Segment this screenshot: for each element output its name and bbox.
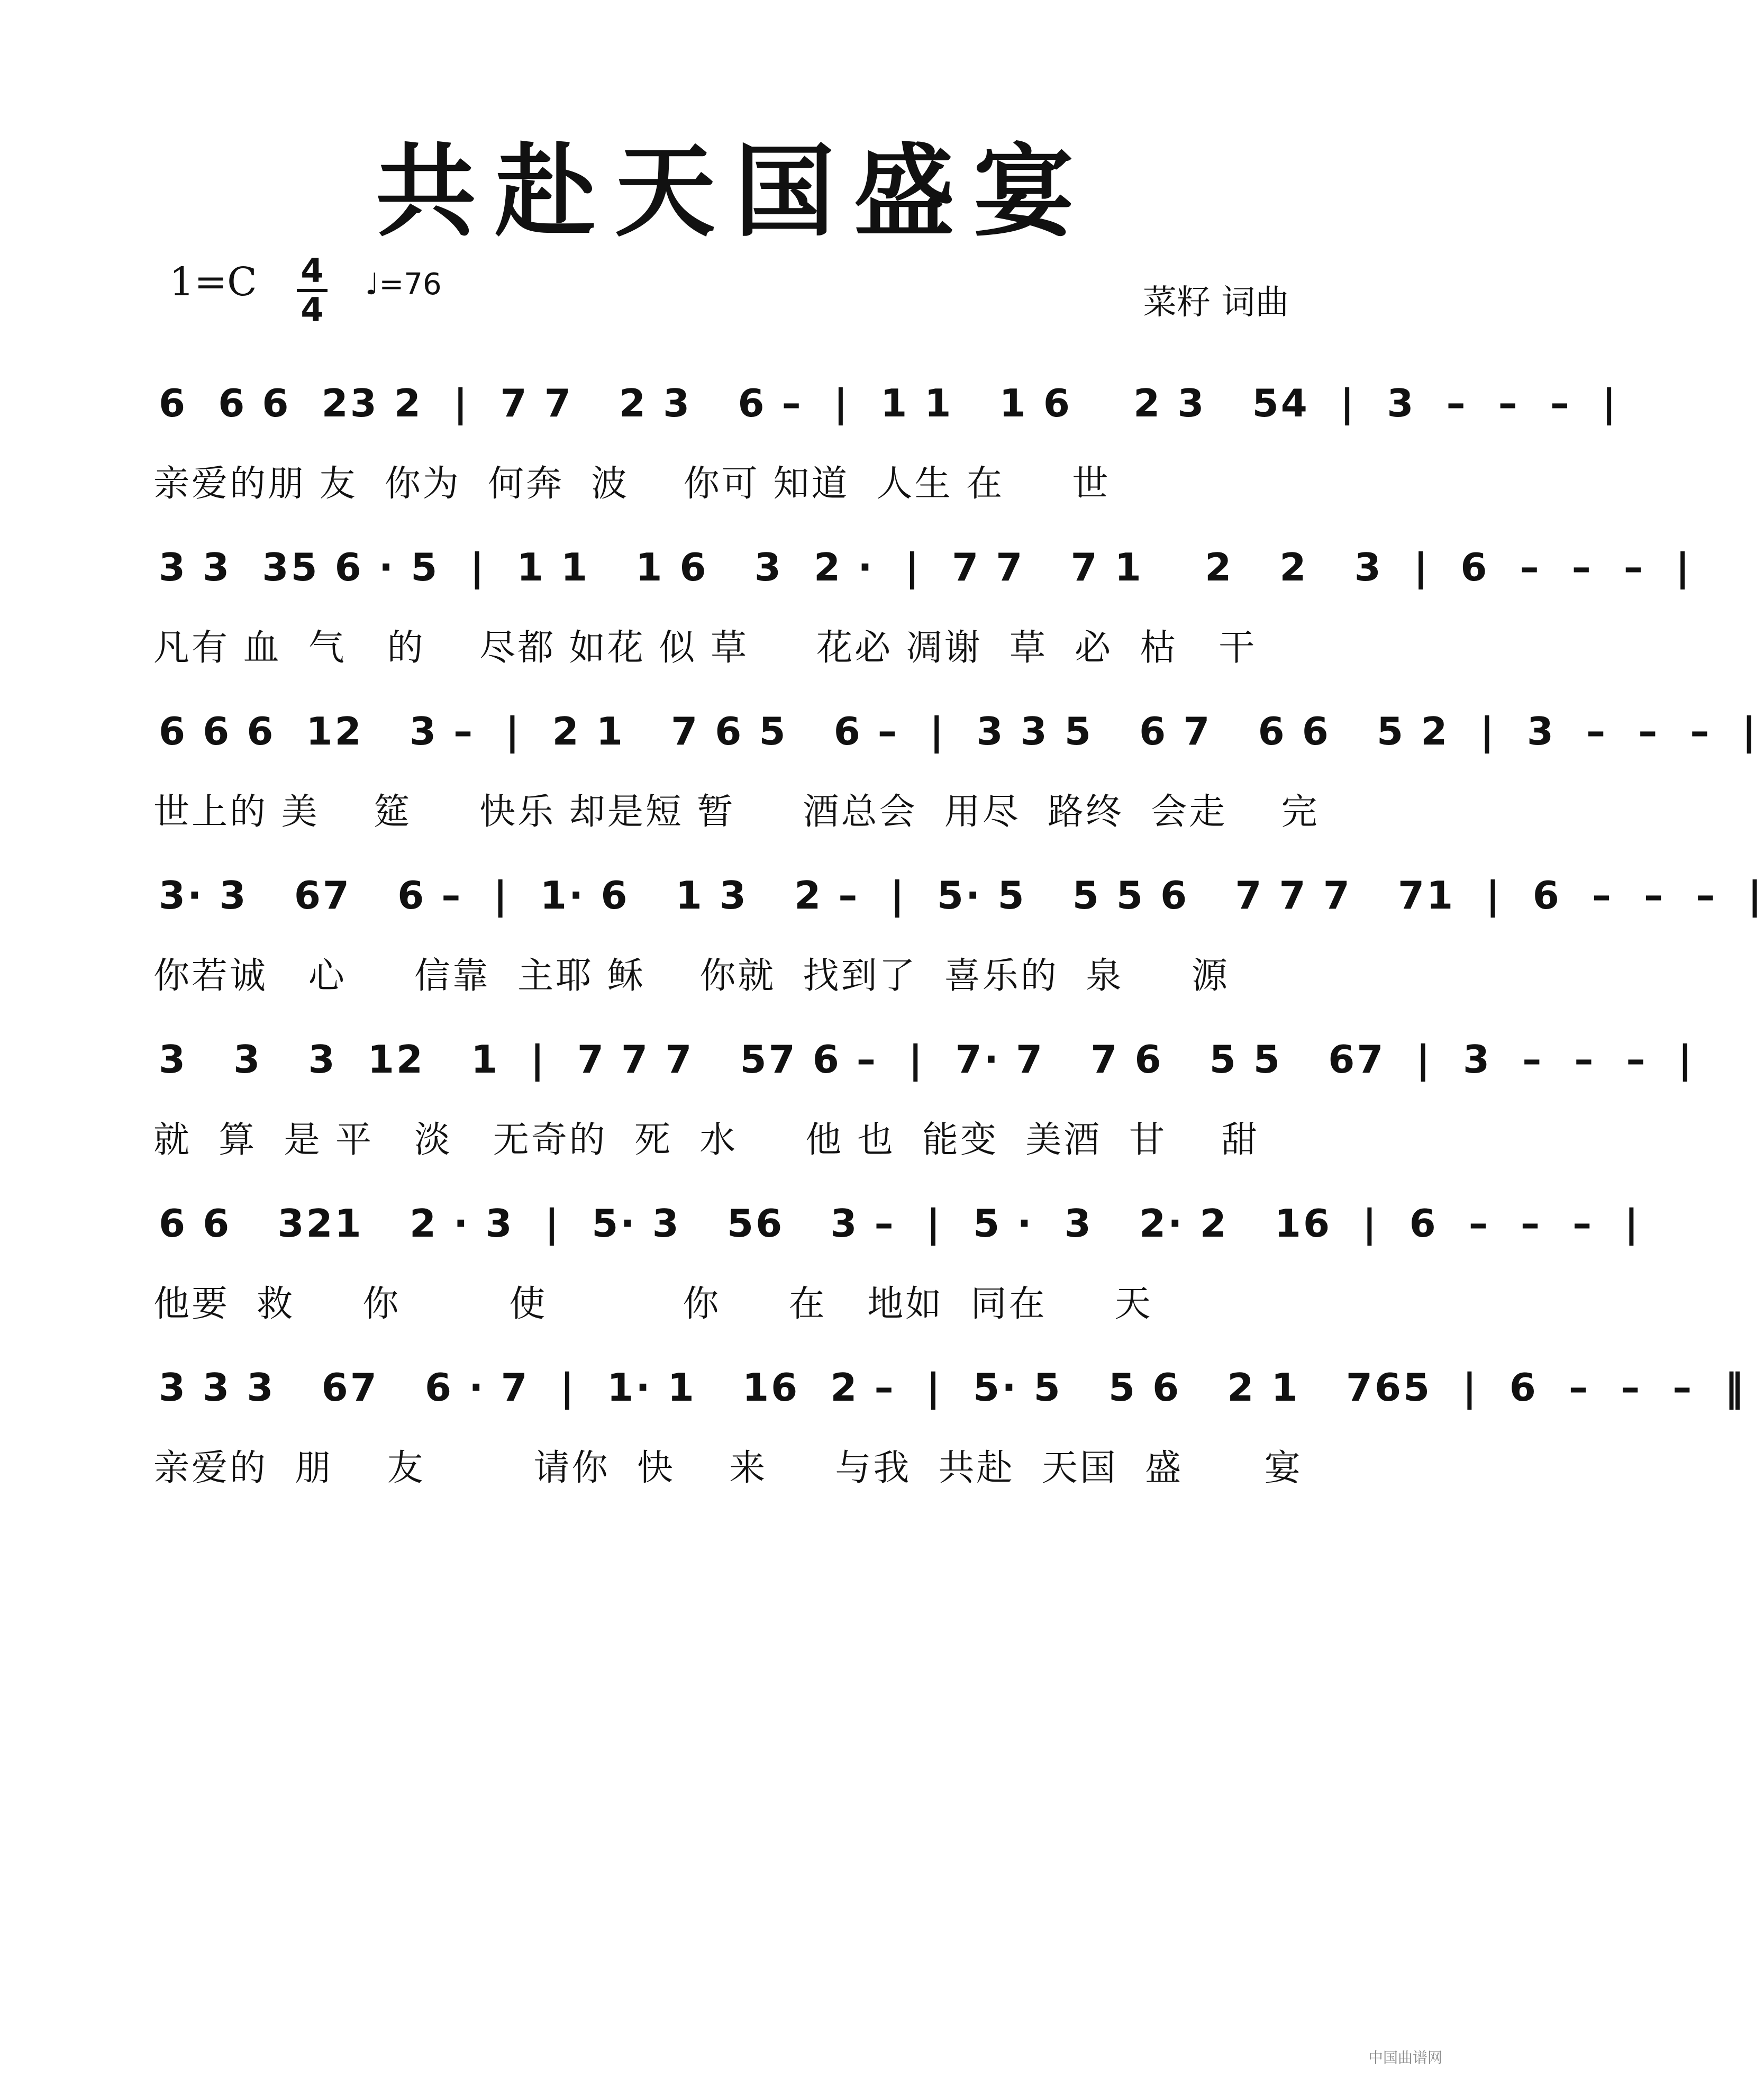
staff-system-6: [0, 1201, 1641, 1360]
notation-line: 3 3 3 67 6 · 7 | 1· 1 16 2 – | 5· 5 5 6 2 1 765 | 6 – – – ‖: [159, 1365, 1746, 1410]
staff-system-7: [0, 1365, 1746, 1524]
lyric-line: 他要 救 你 使 你 在 地如 同在 天: [153, 1283, 1153, 1325]
lyric-line: 凡有 血 气 的 尽都 如花 似 草 花必 凋谢 草 必 枯 干: [153, 627, 1257, 669]
notation-line: 3 3 35 6 · 5 | 1 1 1 6 3 2 · | 7 7 7 1 2 2 3 | 6 – – – |: [159, 545, 1692, 589]
meter-bottom: 4: [301, 291, 324, 329]
key-text: 1=C: [169, 259, 257, 305]
lyric-line: 亲爱的 朋 友 请你 快 来 与我 共赴 天国 盛 宴: [153, 1447, 1303, 1489]
lyric-line: 世上的 美 筵 快乐 却是短 暂 酒总会 用尽 路终 会走 完: [153, 791, 1320, 833]
composer-credit: 菜籽 词曲: [1143, 283, 1289, 322]
song-title: 共赴天国盛宴: [375, 132, 1093, 250]
notation-line: 3· 3 67 6 – | 1· 6 1 3 2 – | 5· 5 5 5 6 7 7 7 71 | 6 – – – |: [159, 873, 1764, 918]
staff-system-3: [0, 709, 1758, 868]
tempo-marking: ♩=76: [365, 267, 442, 302]
staff-system-1: [0, 381, 1618, 540]
staff-system-4: [0, 873, 1764, 1032]
staff-system-2: [0, 545, 1692, 704]
staff-system-5: [0, 1037, 1694, 1196]
meter-top: 4: [301, 251, 324, 290]
lyric-line: 就 算 是 平 淡 无奇的 死 水 他 也 能变 美酒 甘 甜: [153, 1119, 1260, 1161]
notation-line: 6 6 6 12 3 – | 2 1 7 6 5 6 – | 3 3 5 6 7 6 6 5 2 | 3 – – – |: [159, 709, 1758, 754]
notation-line: 3 3 3 12 1 | 7 7 7 57 6 – | 7· 7 7 6 5 5 67 | 3 – – – |: [159, 1037, 1694, 1082]
lyric-line: 你若诚 心 信靠 主耶 稣 你就 找到了 喜乐的 泉 源: [153, 955, 1230, 997]
notation-line: 6 6 6 23 2 | 7 7 2 3 6 – | 1 1 1 6 2 3 54 | 3 – – – |: [159, 381, 1618, 425]
notation-line: 6 6 321 2 · 3 | 5· 3 56 3 – | 5 · 3 2· 2 16 | 6 – – – |: [159, 1201, 1641, 1246]
key-signature: [169, 259, 257, 305]
watermark-logo: 中国曲谱网: [1368, 2049, 1442, 2066]
time-signature: [294, 253, 331, 328]
lyric-line: 亲爱的朋 友 你为 何奔 波 你可 知道 人生 在 世: [153, 463, 1111, 505]
